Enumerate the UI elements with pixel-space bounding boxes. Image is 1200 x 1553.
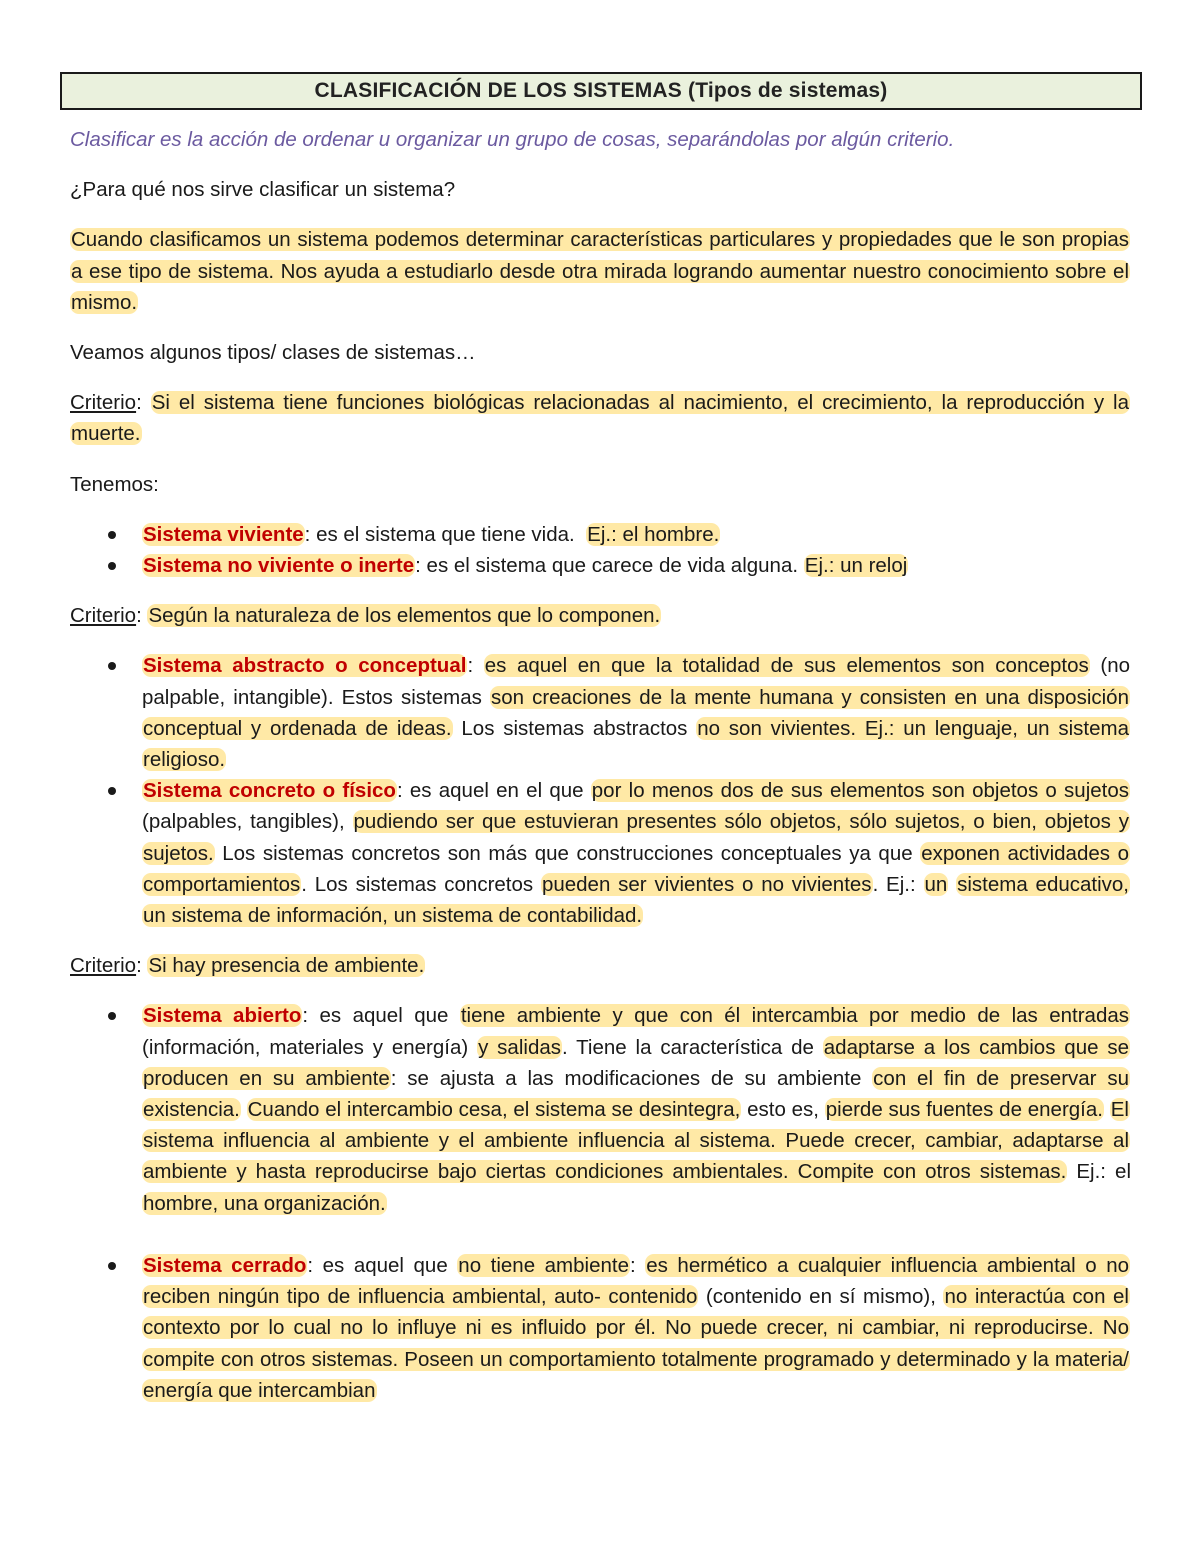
viviente-desc: : es el sistema que tiene vida. [304,522,575,546]
abierto-text-9: Cuando el intercambio cesa, el sistema se desintegra, [247,1098,741,1122]
document-body [70,124,1130,1425]
viviente-example: Ej.: el hombre. [587,522,720,546]
criterio-3-text: Si hay presencia de ambiente. [148,954,425,978]
concreto-text-1: : es aquel en el que [396,779,584,803]
bullet-icon [108,787,116,795]
abierto-text-12: El sistema influencia al ambiente y el ambiente influencia al sistema. Puede crecer, cambiar, adaptarse al ambiente y hasta reproducirse bajo ciertas condiciones ambientales. Compite con otros sistemas. [143,1098,1129,1184]
abstracto-text-3: son creaciones de la mente humana y consisten en una disposición conceptual y ordenada de ideas. [143,685,1129,740]
abierto-text-3: (información, materiales y energía) [142,1035,469,1059]
concreto-text-2: por lo menos dos de sus elementos son objetos o sujetos [591,779,1129,803]
term-abierto: Sistema abierto [143,1004,302,1028]
abierto-text-7: : se ajusta a las modificaciones de su ambiente [390,1066,862,1090]
veamos-paragraph: Veamos algunos tipos/ clases de sistemas… [70,341,476,365]
criterio-2-paragraph: Criterio: Según la naturaleza de los elementos que lo componen. [70,604,661,628]
cerrado-text-4: es hermético a cualquier influencia ambiental o no reciben ningún tipo de influencia ambiental, auto- contenido [143,1253,1130,1309]
bullet-icon [108,1012,116,1020]
criterio-label: Criterio [70,391,137,415]
abstracto-text-5: no son vivientes. Ej.: un lenguaje, un sistema religioso. [143,716,1129,772]
concreto-text-7: . Los sistemas concretos [301,872,534,896]
bullet-icon [108,662,116,670]
cerrado-text-2: no tiene ambiente [458,1253,629,1277]
concreto-text-11: sistema educativo, un sistema de información, un sistema de contabilidad. [143,872,1130,928]
document-title: CLASIFICACIÓN DE LOS SISTEMAS (Tipos de sistemas) [60,72,1142,110]
list-item-viviente [142,519,1130,550]
cerrado-text-3: : [629,1253,636,1277]
cerrado-text-5: (contenido en sí mismo), [698,1285,936,1309]
abstracto-text-1: es aquel en que la totalidad de sus elementos son conceptos [484,654,1089,678]
abierto-text-10: esto es, [741,1098,819,1122]
abierto-text-8: con el fin de preservar su existencia. [143,1066,1129,1122]
answer-paragraph [70,224,1130,318]
question-paragraph: ¿Para qué nos sirve clasificar un sistema? [70,178,456,202]
list-naturaleza [70,650,1130,931]
list-item-abstracto: Sistema abstracto o conceptual: es aquel en que la totalidad de sus elementos son conceptos (no palpable, intangible). Estos sistemas son creaciones de la mente humana y consisten en una disposición conceptual y ordenada de ideas. Los sistemas abstractos no son vivientes. Ej.: un lenguaje, un sistema religioso. [142,650,1130,775]
criterio-1-text: Si el sistema tiene funciones biológicas relacionadas al nacimiento, el crecimiento, la reproducción y la muerte. [71,391,1129,446]
concreto-text-9: . Ej.: [872,872,916,896]
list-item-concreto [142,775,1130,931]
term-cerrado: Sistema cerrado [143,1253,307,1277]
concreto-text-4: pudiendo ser que estuvieran presentes sólo objetos, sólo sujetos, o bien, objetos y sujetos. [143,810,1129,865]
intro-paragraph: Clasificar es la acción de ordenar u organizar un grupo de cosas, separándolas por algún criterio. [70,128,955,151]
tenemos-paragraph: Tenemos: [70,472,159,496]
abierto-text-11: pierde sus fuentes de energía. [825,1098,1103,1122]
abierto-text-2: tiene ambiente y que con él intercambia por medio de las entradas [460,1004,1129,1028]
list-item-no-viviente [142,550,1130,581]
abierto-text-14: hombre, una organización. [143,1191,386,1215]
concreto-text-3: (palpables, tangibles), [142,810,345,834]
term-concreto: Sistema concreto o físico [143,779,396,803]
answer-text: Cuando clasificamos un sistema podemos determinar características particulares y propiedades que le son propias a ese tipo de sistema. Nos ayuda a estudiarlo desde otra mirada logrando aumentar nuestro conocimiento sobre el mismo. [71,228,1129,314]
abierto-text-1: : es aquel que [302,1004,449,1028]
bullet-icon [108,562,116,570]
cerrado-text-6: no interactúa con el contexto por lo cual no lo influye ni es influido por él. No puede crecer, ni cambiar, ni reproducirse. No compite con otros sistemas. Poseen un comportamiento totalmente programado y determinado y la materia/ energía que intercambian [143,1285,1129,1402]
abierto-text-5: . Tiene la característica de [562,1035,814,1059]
term-no-viviente: Sistema no viviente o inerte [143,554,415,578]
criterio-label: Criterio [70,954,137,978]
abstracto-text-4: Los sistemas abstractos [452,716,688,740]
concreto-text-6: exponen actividades o comportamientos [143,841,1129,896]
concreto-text-10: un [924,872,948,896]
abierto-text-4: y salidas [478,1035,561,1059]
list-item-cerrado [142,1250,1130,1406]
abstracto-text-2: (no palpable, intangible). Estos sistemas [142,654,1130,709]
abierto-text-6: adaptarse a los cambios que se producen en su ambiente [143,1035,1129,1090]
no-viviente-desc: : es el sistema que carece de vida alguna. [415,554,799,578]
list-vida [70,519,1130,581]
list-ambiente [70,1000,1130,1405]
term-viviente: Sistema viviente [143,522,304,546]
term-abstracto: Sistema abstracto o conceptual [143,654,467,678]
no-viviente-example: Ej.: un reloj [804,554,908,578]
criterio-label: Criterio [70,604,137,628]
bullet-icon [108,531,116,539]
list-item-abierto [142,1000,1130,1218]
cerrado-text-1: : es aquel que [307,1253,448,1277]
abierto-text-13: Ej.: el [1067,1160,1132,1184]
criterio-2-text: Según la naturaleza de los elementos que lo componen. [148,604,661,628]
criterio-1-paragraph: Criterio: Si el sistema tiene funciones biológicas relacionadas al nacimiento, el crecimiento, la reproducción y la muerte. [70,391,1129,446]
concreto-text-8: pueden ser vivientes o no vivientes [541,872,872,896]
criterio-3-paragraph: Criterio: Si hay presencia de ambiente. [70,954,425,978]
bullet-icon [108,1262,116,1270]
concreto-text-5: Los sistemas concretos son más que construcciones conceptuales ya que [214,841,913,865]
